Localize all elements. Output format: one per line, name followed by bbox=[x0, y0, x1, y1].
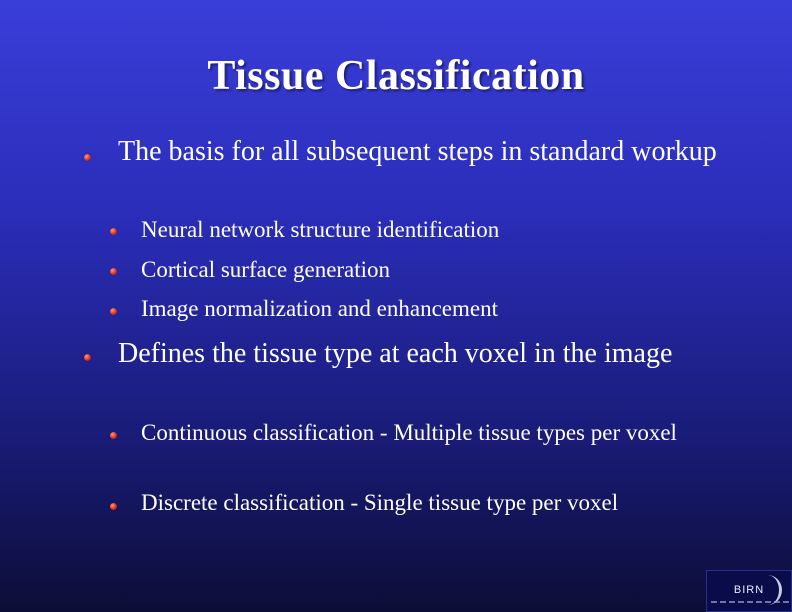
sub-bullet-marker bbox=[110, 503, 117, 510]
birn-logo bbox=[706, 570, 792, 612]
sub-bullet-text: Discrete classification - Single tissue type per voxel bbox=[141, 490, 619, 515]
sub-bullet-text: Cortical surface generation bbox=[141, 257, 391, 282]
bullet-marker bbox=[84, 354, 91, 361]
sub-bullet-text: Image normalization and enhancement bbox=[141, 296, 498, 321]
sub-bullet-text: Continuous classification - Multiple tissue types per voxel bbox=[141, 420, 677, 445]
bullet-text: Defines the tissue type at each voxel in the image bbox=[118, 338, 673, 369]
bullet-marker bbox=[84, 154, 91, 161]
sub-bullet-marker bbox=[110, 432, 117, 439]
sub-bullet-marker bbox=[110, 268, 117, 275]
slide-title: Tissue Classification bbox=[207, 53, 585, 99]
sub-bullet-marker bbox=[110, 308, 117, 315]
logo-text: BIRN bbox=[733, 584, 765, 596]
bullet-text: The basis for all subsequent steps in standard workup bbox=[118, 136, 717, 167]
logo-underline bbox=[711, 601, 789, 603]
sub-bullet-marker bbox=[110, 228, 117, 235]
sub-bullet-text: Neural network structure identification bbox=[141, 217, 500, 242]
